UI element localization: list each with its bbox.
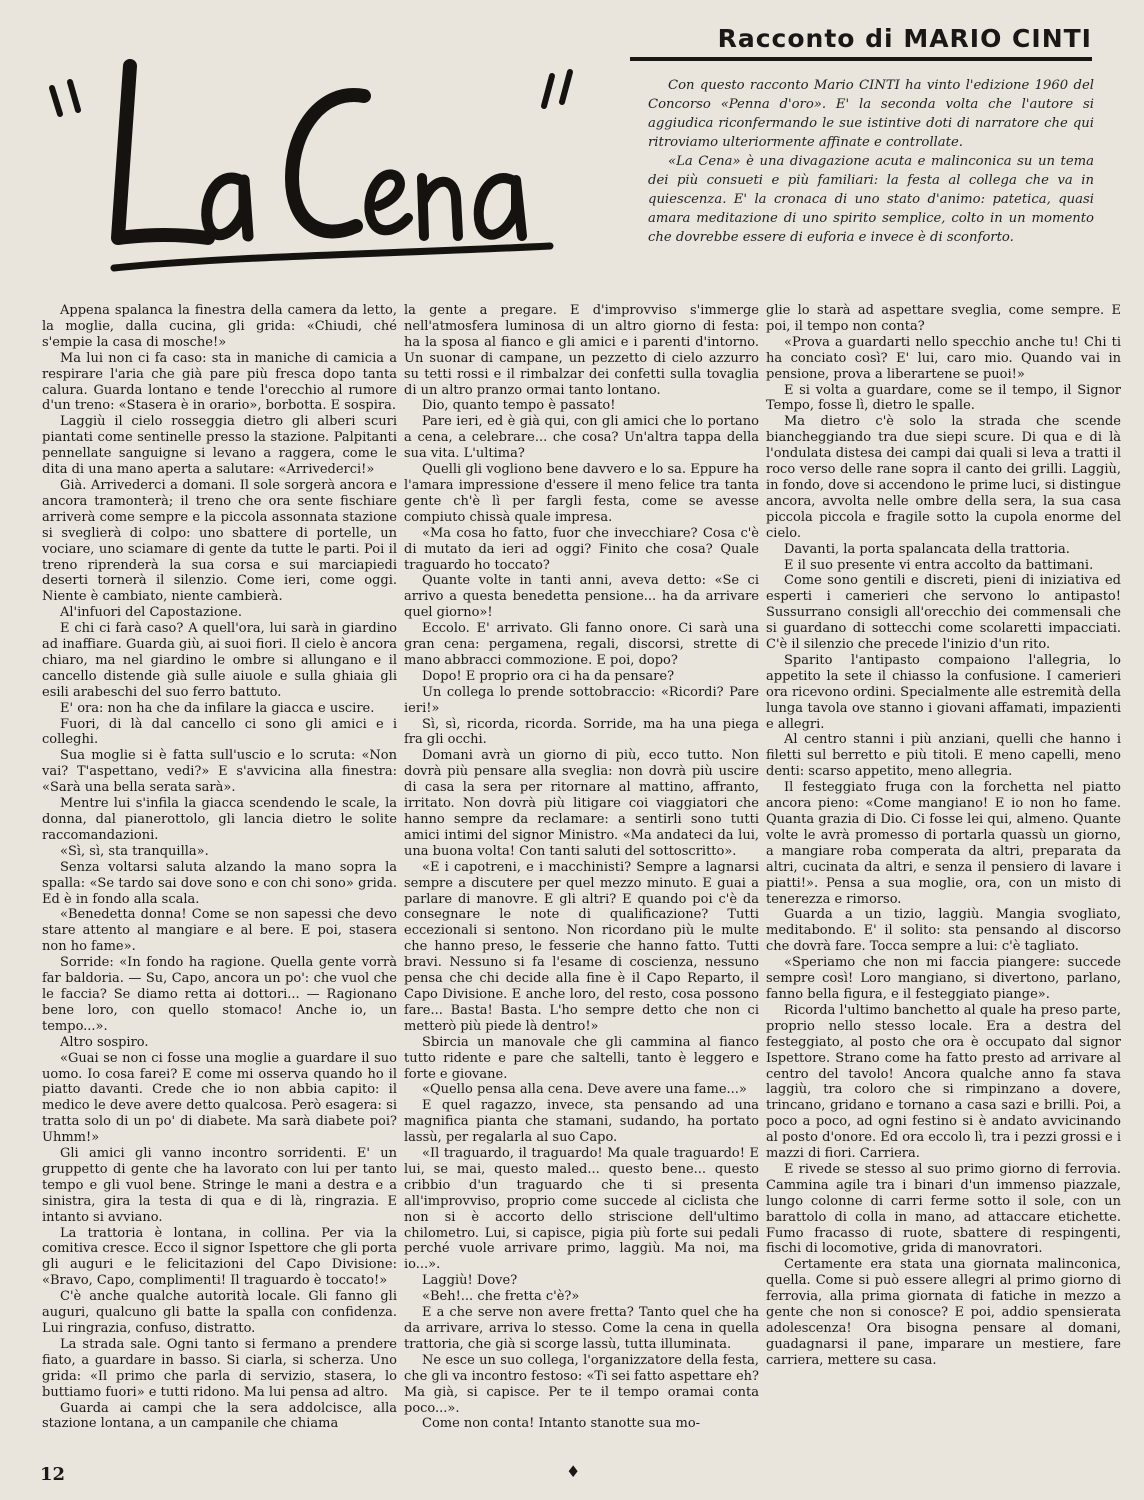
text-column-1 xyxy=(42,303,397,1432)
paragraph: Già. Arrivederci a domani. Il sole sorgerà ancora e ancora tramonterà; il treno che ora sente fischiare arriverà come sempre e la piccola assonnata stazione si sveglierà di colpo: uno sbattere di portelle, un vociare, uno sciamare di gente da tutte le parti. Poi il treno riprenderà la sua corsa e sui marciapiedi deserti tornerà il silenzio. Come ieri, come oggi. Niente è cambiato, niente cambierà. xyxy=(42,477,397,605)
author-byline: Racconto di MARIO CINTI xyxy=(630,24,1092,61)
paragraph: Al centro stanni i più anziani, quelli che hanno i filetti sul berretto e più titoli. E meno capelli, meno denti: scarso appetito, meno allegria. xyxy=(766,732,1121,780)
paragraph: Sparito l'antipasto compaiono l'allegria, lo appetito la sete il chiasso la confusione. I camerieri ora ricevono ordini. Specialmente alle estremità della lunga tavola ove stanno i giovani affamati, impazienti e allegri. xyxy=(766,652,1121,732)
paragraph: Dopo! E proprio ora ci ha da pensare? xyxy=(422,668,675,684)
paragraph: «Benedetta donna! Come se non sapessi che devo stare attento al mangiare e al bere. E poi, stasera non ho fame». xyxy=(42,907,397,955)
paragraph: Laggiù! Dove? xyxy=(422,1273,518,1289)
intro-paragraph xyxy=(648,76,1094,247)
diamond-ornament-icon: ♦ xyxy=(566,1462,581,1481)
paragraph: Al'infuori del Capostazione. xyxy=(60,605,242,621)
paragraph: E' ora: non ha che da infilare la giacca e uscire. xyxy=(60,700,375,716)
paragraph: Mentre lui s'infila la giacca scendendo le scale, la donna, dal pianerottolo, gli lancia dietro le solite raccomandazioni. xyxy=(42,796,397,843)
paragraph: Ma dietro c'è solo la strada che scende biancheggiando tra due siepi scure. Di qua e di là l'ondulata distesa dei campi dai quali si leva a tratti il roco verso delle rane sopra il canto dei grilli. Laggiù, in fondo, dove si accendono le prime luci, si distingue ancora, avvolta nelle ombre della sera, la sua casa piccola piccola e fragile sotto la cupola enorme del cielo. xyxy=(766,414,1121,541)
story-title xyxy=(30,30,600,300)
paragraph: Gli amici gli vanno incontro sorridenti. E' un gruppetto di gente che ha lavorato con lui per tanto tempo e gli vuol bene. Stringe le mani a destra e a sinistra, gira la testa di qua e di là, ringrazia. E intanto si avviano. xyxy=(42,1146,397,1225)
text-column-2 xyxy=(404,303,759,1432)
paragraph: Davanti, la porta spalancata della trattoria. xyxy=(784,541,1070,557)
paragraph: «Ma cosa ho fatto, fuor che invecchiare? Cosa c'è di mutato da ieri ad oggi? Finito che cosa? Quale traguardo ho toccato? xyxy=(404,525,759,573)
paragraph: E quel ragazzo, invece, sta pensando ad una magnifica pianta che stamani, sudando, ha portato lassù, per regalarla al suo Capo. xyxy=(404,1098,759,1146)
paragraph: Appena spalanca la finestra della camera da letto, la moglie, dalla cucina, gli grida: «Chiudi, ché s'empie la casa di mosche!» xyxy=(42,303,397,350)
title-brush-lettering xyxy=(30,30,600,300)
intro-text: Con questo racconto Mario CINTI ha vinto l'edizione 1960 del Concorso «Penna d'oro». E' la seconda volta che l'autore si aggiudica riconfermando le sue istintive doti di narratore che qui ritroviamo ulteriormente affinate e controllate. xyxy=(648,78,1094,150)
paragraph: Dio, quanto tempo è passato! xyxy=(422,398,616,414)
paragraph: Guarda ai campi che la sera addolcisce, alla stazione lontana, a un campanile che chiama xyxy=(42,1400,397,1432)
paragraph: Come non conta! Intanto stanotte sua mo- xyxy=(422,1416,701,1432)
text-column-3 xyxy=(766,303,1121,1369)
paragraph: «Il traguardo, il traguardo! Ma quale traguardo! E lui, se mai, questo maled... questo bene... questo cribbio d'un traguardo che ti si presenta all'improvviso, proprio come succede al ciclista che non si è accorto dello striscione dell'ultimo chilometro. Lui, si capisce, pigia più forte sui pedali perché vuole arrivare primo, laggiù. Ma noi, ma io...». xyxy=(404,1146,759,1273)
paragraph: Fuori, di là dal cancello ci sono gli amici e i colleghi. xyxy=(42,716,397,748)
paragraph: E a che serve non avere fretta? Tanto quel che ha da arrivare, arriva lo stesso. Come la cena in quella trattoria, che già si scorge lassù, tutta illuminata. xyxy=(404,1305,759,1352)
paragraph: Guarda a un tizio, laggiù. Mangia svogliato, meditabondo. E' il solito: sta pensando al discorso che dovrà fare. Tocca sempre a lui: c'è tagliato. xyxy=(766,907,1121,955)
page-number: 12 xyxy=(40,1464,66,1485)
paragraph: glie lo starà ad aspettare sveglia, come sempre. E poi, il tempo non conta? xyxy=(766,303,1121,334)
paragraph: E si volta a guardare, come se il tempo, il Signor Tempo, fosse lì, dietro le spalle. xyxy=(766,382,1121,414)
paragraph: E chi ci farà caso? A quell'ora, lui sarà in giardino ad inaffiare. Guarda giù, ai suoi fiori. Il cielo è ancora chiaro, ma nel giardino le ombre si allungano e il cancello distende già sulle aiuole e sulla ghiaia gli esili arabeschi del suo ferro battuto. xyxy=(42,621,397,700)
paragraph: Il festeggiato fruga con la forchetta nel piatto ancora pieno: «Come mangiano! E io non ho fame. Quanta grazia di Dio. Ci fosse lei qui, almeno. Quante volte le avrà promesso di portarla quassù un giorno, a mangiare roba comperata da altri, preparata da altri, cucinata da altri, e senza il pensiero di lavare i piatti!». Pensa a sua moglie, ora, con un misto di tenerezza e rimorso. xyxy=(766,780,1121,907)
paragraph: Ma lui non ci fa caso: sta in maniche di camicia a respirare l'aria che già pare più fresca dopo tanta calura. Guarda lontano e tende l'orecchio al rumore d'un treno: «Stasera è in orario», borbotta. E sospira. xyxy=(42,350,397,414)
paragraph: «Guai se non ci fosse una moglie a guardare il suo uomo. Io cosa farei? E come mi osserva quando ho il piatto davanti. Crede che io non abbia capito: il medico le deve avere detto qualcosa. Però esagera: si tratta solo di un po' di diabete. Ma sarà diabete poi? Uhmm!» xyxy=(42,1050,397,1146)
paragraph: Quelli gli vogliono bene davvero e lo sa. Eppure ha l'amara impressione d'essere il meno felice tra tanta gente ch'è lì per fargli festa, come se avesse compiuto chissà quale impresa. xyxy=(404,462,759,525)
paragraph: Certamente era stata una giornata malinconica, quella. Come si può essere allegri al primo giorno di ferrovia, alla prima giornata di fatiche in mezzo a gente che non si conosce? E poi, addio spensierata adolescenza! Ora bisogna pensare al domani, guadagnarsi il pane, imparare un mestiere, fare carriera, mettere su casa. xyxy=(766,1257,1121,1368)
paragraph: Senza voltarsi saluta alzando la mano sopra la spalla: «Se tardo sai dove sono e con chi sono» grida. Ed è in fondo alla scala. xyxy=(42,859,397,907)
paragraph: «Speriamo che non mi faccia piangere: succede sempre così! Loro mangiano, si divertono, parlano, fanno bella figura, e il festeggiato piange». xyxy=(766,955,1121,1002)
intro-text: «La Cena» è una divagazione acuta e malinconica su un tema dei più consueti e più familiari: la festa al collega che va in quiescenza. E' la cronaca di uno stato d'animo: patetica, quasi amara meditazione di uno spirito semplice, colto in un momento che dovrebbe essere di euforia e invece è di sconforto. xyxy=(648,154,1094,245)
paragraph: La trattoria è lontana, in collina. Per via la comitiva cresce. Ecco il signor Ispettore che gli porta gli auguri e le felicitazioni del Capo Divisione: «Bravo, Capo, complimenti! Il traguardo è toccato!» xyxy=(42,1225,397,1289)
paragraph: «E i capotreni, e i macchinisti? Sempre a lagnarsi sempre a discutere per quel mezzo minuto. E guai a parlare di manovre. E gli altri? E quando poi c'è da consegnare le note di qualificazione? Tutti eccezionali si sentono. Non ricordano più le multe che hanno preso, le fesserie che hanno fatto. Tutti bravi. Nessuno si fa l'esame di coscienza, nessuno pensa che chi decide alla fine è il Capo Reparto, il Capo Divisione. E anche loro, del resto, cosa possono fare... Basta! Basta. L'ho sempre detto che non ci metterò più piede là dentro!» xyxy=(404,859,759,1034)
paragraph: «Prova a guardarti nello specchio anche tu! Chi ti ha conciato così? E' lui, caro mio. Quando vai in pensione, prova a liberartene se puoi!» xyxy=(766,334,1121,382)
paragraph: La strada sale. Ogni tanto si fermano a prendere fiato, a guardare in basso. Si ciarla, si scherza. Uno grida: «Il primo che parla di servizio, stasera, lo buttiamo fuori» e tutti ridono. Ma lui pensa ad altro. xyxy=(42,1336,397,1400)
paragraph: Ne esce un suo collega, l'organizzatore della festa, che gli va incontro festoso: «Ti sei fatto aspettare eh? Ma già, si capisce. Per te il tempo oramai conta poco...». xyxy=(404,1352,759,1416)
paragraph: Sì, sì, ricorda, ricorda. Sorride, ma ha una piega fra gli occhi. xyxy=(404,716,759,748)
paragraph: Sbircia un manovale che gli cammina al fianco tutto ridente e pare che saltelli, tanto è leggero e forte e giovane. xyxy=(404,1034,759,1082)
paragraph: Eccolo. E' arrivato. Gli fanno onore. Ci sarà una gran cena: pergamena, regali, discorsi, strette di mano abbracci commozione. E poi, dopo? xyxy=(404,621,759,668)
paragraph: Pare ieri, ed è già qui, con gli amici che lo portano a cena, a celebrare... che cosa? Un'altra tappa della sua vita. L'ultima? xyxy=(404,414,759,462)
paragraph: «Quello pensa alla cena. Deve avere una fame...» xyxy=(422,1082,747,1098)
paragraph: Come sono gentili e discreti, pieni di iniziativa ed esperti i camerieri che servono lo antipasto! Sussurrano consigli all'orecchio dei commensali che si guardano di sottecchi come scolaretti impacciati. C'è il silenzio che precede l'inizio d'un rito. xyxy=(766,573,1121,653)
paragraph: Sorride: «In fondo ha ragione. Quella gente vorrà far baldoria. — Su, Capo, ancora un po': che vuol che le faccia? Se diamo retta ai dottori... — Ragionano bene loro, con quello stomaco! Anche io, un tempo...». xyxy=(42,955,397,1034)
paragraph: la gente a pregare. E d'improvviso s'immerge nell'atmosfera luminosa di un altro giorno di festa: ha la sposa al fianco e gli amici e i parenti d'intorno. Un suonar di campane, un pezzetto di cielo azzurro su tetti rossi e il rimbalzar dei confetti sulla tovaglia di un altro pranzo ormai tanto lontano. xyxy=(404,303,759,398)
paragraph: C'è anche qualche autorità locale. Gli fanno gli auguri, qualcuno gli batte la spalla con confidenza. Lui ringrazia, confuso, distratto. xyxy=(42,1289,397,1336)
paragraph: E rivede se stesso al suo primo giorno di ferrovia. Cammina agile tra i binari d'un immenso piazzale, lungo colonne di carri ferme sotto il sole, con un barattolo di colla in mano, ad attaccare etichette. Fumo fracasso di ruote, sbattere di respingenti, fischi di locomotive, grida di manovratori. xyxy=(766,1161,1121,1257)
paragraph: Ricorda l'ultimo banchetto al quale ha preso parte, proprio nello stesso locale. Era a destra del festeggiato, al posto che ora è occupato dal signor Ispettore. Strano come ha fatto presto ad arrivare al centro del tavolo! Ancora qualche anno fa stava laggiù, tra coloro che si rimpinzano a dovere, trincano, gridano e tornano a casa sazi e brilli. Poi, a poco a poco, ad ogni festino si è andato avvicinando al posto d'onore. Ed ora eccolo lì, tra i pezzi grossi e i mazzi di fiori. Carriera. xyxy=(766,1002,1121,1162)
paragraph: «Sì, sì, sta tranquilla». xyxy=(60,843,209,859)
paragraph: Laggiù il cielo rosseggia dietro gli alberi scuri piantati come sentinelle presso la stazione. Palpitanti pennellate sanguigne si levano a raggera, come le dita di una mano aperta a salutare: «Arrivederci!» xyxy=(42,414,397,478)
paragraph: Quante volte in tanti anni, aveva detto: «Se ci arrivo a questa benedetta pensione... ha da arrivare quel giorno»! xyxy=(404,573,759,621)
paragraph: «Beh!... che fretta c'è?» xyxy=(422,1289,580,1305)
paragraph: Domani avrà un giorno di più, ecco tutto. Non dovrà più pensare alla sveglia: non dovrà più uscire di casa la sera per ritornare al mattino, affranto, irritato. Non dovrà più litigare coi viaggiatori che hanno sempre da reclamare: a sentirli sono tutti amici intimi del signor Ministro. «Ma andateci da lui, una buona volta! Con tanti saluti del sottoscritto». xyxy=(404,748,759,859)
paragraph: E il suo presente vi entra accolto da battimani. xyxy=(784,557,1094,573)
paragraph: Sua moglie si è fatta sull'uscio e lo scruta: «Non vai? T'aspettano, vedi?» E s'avvicina alla finestra: «Sarà una bella serata sarà». xyxy=(42,748,397,796)
paragraph: Altro sospiro. xyxy=(60,1034,149,1050)
paragraph: Un collega lo prende sottobraccio: «Ricordi? Pare ieri!» xyxy=(404,684,759,716)
